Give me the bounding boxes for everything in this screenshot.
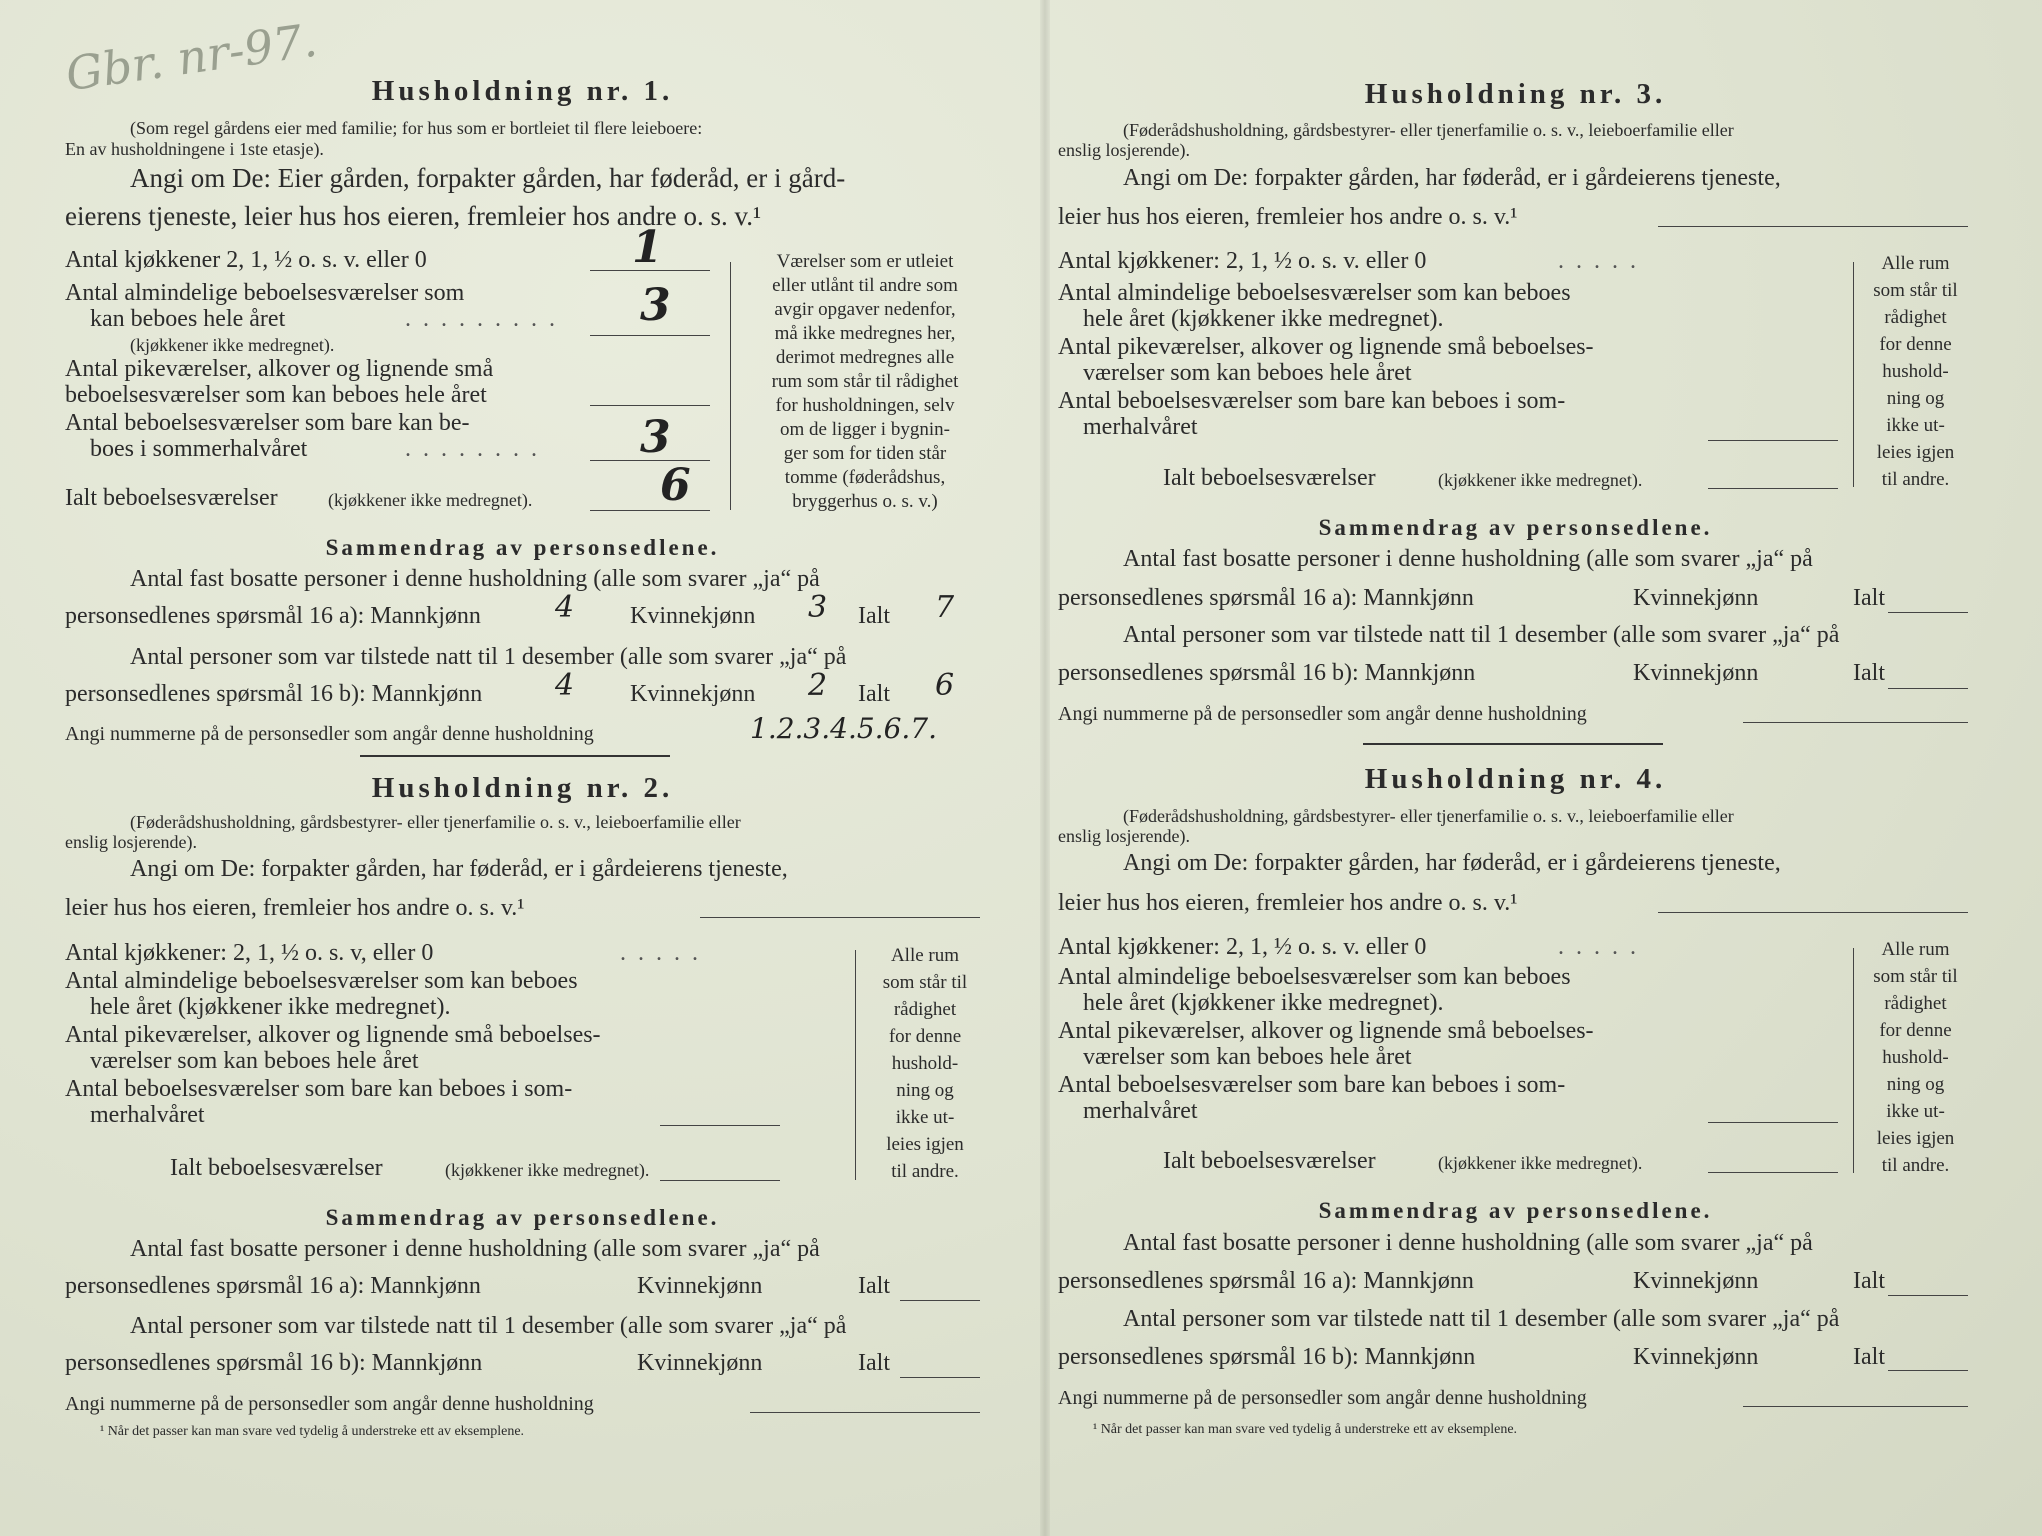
left-footnote: ¹ Når det passer kan man svare ved tydelig å understreke ett av eksemplene. — [100, 1424, 525, 1439]
household-3-title: Husholdning nr. 3. — [1364, 78, 1667, 110]
h3-angi-a: Angi om De: forpakter gården, har føderåd, er i gårdeierens tjeneste, — [1123, 165, 1781, 191]
h3-alm-b: hele året (kjøkkener ikke medregnet). — [1083, 306, 1444, 332]
h3-pike-a: Antal pikeværelser, alkover og lignende små beboelses- — [1058, 334, 1594, 360]
h4-kjokkener-label: Antal kjøkkener: 2, 1, ½ o. s. v. eller 0 — [1058, 934, 1427, 960]
h1-pike-line — [590, 405, 710, 406]
h4-sommer-a: Antal beboelsesværelser som bare kan beboes i som- — [1058, 1072, 1566, 1098]
h1-pike-b: beboelsesværelser som kan beboes hele året — [65, 382, 487, 408]
h1-separator — [360, 755, 670, 757]
h4-intro-a: (Føderådshusholdning, gårdsbestyrer- eller tjenerfamilie o. s. v., leieboerfamilie eller — [1123, 806, 1734, 826]
h1-fast-b: personsedlenes spørsmål 16 a): Mannkjønn — [65, 603, 481, 629]
h1-angi-a: Angi om De: Eier gården, forpakter gården, har føderåd, er i gård- — [130, 163, 846, 193]
h4-til-a: Antal personer som var tilstede natt til 1 desember (alle som svarer „ja“ på — [1123, 1306, 1840, 1332]
h2-side-note: Alle rum som står til rådighet for denne hushold- ning og ikke ut- leies igjen til andre. — [882, 945, 968, 1182]
h1-intro-a: (Som regel gårdens eier med familie; for hus som er bortleiet til flere leieboere: — [130, 118, 703, 138]
household-2-title: Husholdning nr. 2. — [371, 772, 674, 804]
h4-til-ialt-line — [1888, 1370, 1968, 1371]
h1-sommer-dots: . . . . . . . . — [405, 436, 540, 462]
h3-sommer-line — [1708, 440, 1838, 441]
h4-nummer-label: Angi nummerne på de personsedler som angår denne husholdning — [1058, 1387, 1587, 1409]
h1-fast-kvinne-label: Kvinnekjønn — [630, 603, 756, 629]
h3-angi-line — [1658, 226, 1968, 227]
h1-sommer-b: boes i sommerhalvåret — [90, 436, 308, 462]
h4-angi-line — [1658, 912, 1968, 913]
h4-kjokkener-dots: . . . . . — [1558, 934, 1639, 960]
h2-kjokkener-dots: . . . . . — [620, 940, 701, 966]
h1-summary-title: Sammendrag av personsedlene. — [325, 535, 720, 560]
h1-sommer-a: Antal beboelsesværelser som bare kan be- — [65, 410, 470, 436]
h4-intro-b: enslig losjerende). — [1058, 826, 1190, 846]
h2-ialt-line — [660, 1180, 780, 1181]
right-page — [1058, 0, 1973, 1536]
h1-til-ialt-value: 6 — [935, 668, 955, 703]
h4-angi-a: Angi om De: forpakter gården, har føderåd, er i gårdeierens tjeneste, — [1123, 850, 1781, 876]
h3-brace — [1853, 262, 1854, 487]
h3-kjokkener-dots: . . . . . — [1558, 248, 1639, 274]
h3-fast-kvinne-label: Kvinnekjønn — [1633, 585, 1759, 611]
h2-pike-b: værelser som kan beboes hele året — [90, 1048, 419, 1074]
h4-til-ialt-label: Ialt — [1853, 1344, 1885, 1370]
h4-ialt-line — [1708, 1172, 1838, 1173]
h4-alm-b: hele året (kjøkkener ikke medregnet). — [1083, 990, 1444, 1016]
h3-kjokkener-label: Antal kjøkkener: 2, 1, ½ o. s. v. eller 0 — [1058, 248, 1427, 274]
h1-sommer-line — [590, 460, 710, 461]
h2-nummer-label: Angi nummerne på de personsedler som angår denne husholdning — [65, 1393, 594, 1415]
h1-til-ialt-label: Ialt — [858, 681, 890, 707]
h4-angi-b: leier hus hos eieren, fremleier hos andre o. s. v.¹ — [1058, 890, 1518, 916]
h1-til-mann-value: 4 — [555, 668, 575, 703]
h3-til-b: personsedlenes spørsmål 16 b): Mannkjønn — [1058, 660, 1476, 686]
h1-kjokkener-label: Antal kjøkkener 2, 1, ½ o. s. v. eller 0 — [65, 247, 427, 273]
h2-angi-b: leier hus hos eieren, fremleier hos andre o. s. v.¹ — [65, 895, 525, 921]
h1-side-note: Værelser som er utleiet eller utlånt til andre som avgir opgaver nedenfor, må ikke medregnes her, derimot medregnes alle rum som står til rådighet for husholdningen, selv om de ligger i bygnin- ger som for tiden står tomme (føderådshus, bryggerhus o. s. v.) — [771, 251, 959, 512]
h4-fast-kvinne-label: Kvinnekjønn — [1633, 1268, 1759, 1294]
h2-til-b: personsedlenes spørsmål 16 b): Mannkjønn — [65, 1350, 483, 1376]
h1-alm-dots: . . . . . . . . . — [405, 306, 558, 332]
h1-ialt-line — [590, 510, 710, 511]
h3-nummer-label: Angi nummerne på de personsedler som angår denne husholdning — [1058, 703, 1587, 725]
page-fold — [1040, 0, 1050, 1536]
household-1-title: Husholdning nr. 1. — [371, 75, 674, 107]
h3-sommer-a: Antal beboelsesværelser som bare kan beboes i som- — [1058, 388, 1566, 414]
h2-til-ialt-label: Ialt — [858, 1350, 890, 1376]
h1-angi-b: eierens tjeneste, leier hus hos eieren, fremleier hos andre o. s. v.¹ — [65, 201, 762, 231]
h1-til-kvinne-value: 2 — [808, 668, 828, 703]
h2-fast-b: personsedlenes spørsmål 16 a): Mannkjønn — [65, 1273, 481, 1299]
h2-nummer-line — [750, 1412, 980, 1413]
h2-brace — [855, 950, 856, 1180]
h4-alm-a: Antal almindelige beboelsesværelser som kan beboes — [1058, 964, 1571, 990]
h1-til-b: personsedlenes spørsmål 16 b): Mannkjønn — [65, 681, 483, 707]
h2-ialt-label: Ialt beboelsesværelser — [170, 1155, 383, 1181]
h3-intro-b: enslig losjerende). — [1058, 140, 1190, 160]
h1-brace — [730, 262, 731, 510]
h2-intro-b: enslig losjerende). — [65, 832, 197, 852]
h2-til-kvinne-label: Kvinnekjønn — [637, 1350, 763, 1376]
h2-sommer-a: Antal beboelsesværelser som bare kan beboes i som- — [65, 1076, 573, 1102]
h2-fast-ialt-line — [900, 1300, 980, 1301]
h1-pike-a: Antal pikeværelser, alkover og lignende små — [65, 356, 494, 382]
h4-til-b: personsedlenes spørsmål 16 b): Mannkjønn — [1058, 1344, 1476, 1370]
handwritten-margin-note: Gbr. nr-97. — [62, 12, 321, 102]
h3-fast-ialt-label: Ialt — [1853, 585, 1885, 611]
h2-til-ialt-line — [900, 1377, 980, 1378]
h2-til-a: Antal personer som var tilstede natt til 1 desember (alle som svarer „ja“ på — [130, 1313, 847, 1339]
h1-nummer-label: Angi nummerne på de personsedler som angår denne husholdning — [65, 723, 594, 745]
h4-fast-ialt-line — [1888, 1295, 1968, 1296]
left-page — [60, 0, 985, 1536]
h4-sommer-b: merhalvåret — [1083, 1098, 1198, 1124]
h1-fast-ialt-label: Ialt — [858, 603, 890, 629]
h2-kjokkener-label: Antal kjøkkener: 2, 1, ½ o. s. v, eller 0 — [65, 940, 434, 966]
h3-angi-b: leier hus hos eieren, fremleier hos andre o. s. v.¹ — [1058, 204, 1518, 230]
h4-side-note: Alle rum som står til rådighet for denne hushold- ning og ikke ut- leies igjen til andre. — [1873, 939, 1958, 1176]
h4-summary-title: Sammendrag av personsedlene. — [1318, 1198, 1713, 1223]
h4-nummer-line — [1743, 1406, 1968, 1407]
h3-ialt-note: (kjøkkener ikke medregnet). — [1438, 470, 1643, 490]
h3-summary-title: Sammendrag av personsedlene. — [1318, 515, 1713, 540]
h3-alm-a: Antal almindelige beboelsesværelser som kan beboes — [1058, 280, 1571, 306]
h3-til-ialt-label: Ialt — [1853, 660, 1885, 686]
h3-til-ialt-line — [1888, 688, 1968, 689]
h1-nummer-value: 1.2.3.4.5.6.7. — [750, 712, 938, 745]
h3-nummer-line — [1743, 722, 1968, 723]
h3-fast-b: personsedlenes spørsmål 16 a): Mannkjønn — [1058, 585, 1474, 611]
h2-intro-a: (Føderådshusholdning, gårdsbestyrer- eller tjenerfamilie o. s. v., leieboerfamilie eller — [130, 812, 741, 832]
h4-fast-a: Antal fast bosatte personer i denne husholdning (alle som svarer „ja“ på — [1123, 1230, 1813, 1256]
h1-sommer-value: 3 — [640, 412, 671, 463]
h3-pike-b: værelser som kan beboes hele året — [1083, 360, 1412, 386]
h1-til-a: Antal personer som var tilstede natt til 1 desember (alle som svarer „ja“ på — [130, 644, 847, 670]
h1-alm-line — [590, 335, 710, 336]
h1-fast-kvinne-value: 3 — [808, 590, 828, 625]
h2-fast-a: Antal fast bosatte personer i denne husholdning (alle som svarer „ja“ på — [130, 1236, 820, 1262]
h3-ialt-line — [1708, 488, 1838, 489]
h4-pike-b: værelser som kan beboes hele året — [1083, 1044, 1412, 1070]
h3-til-kvinne-label: Kvinnekjønn — [1633, 660, 1759, 686]
h1-fast-ialt-value: 7 — [935, 590, 955, 625]
h2-alm-a: Antal almindelige beboelsesværelser som kan beboes — [65, 968, 578, 994]
h3-sommer-b: merhalvåret — [1083, 414, 1198, 440]
h4-pike-a: Antal pikeværelser, alkover og lignende små beboelses- — [1058, 1018, 1594, 1044]
h2-sommer-line — [660, 1125, 780, 1126]
h4-fast-b: personsedlenes spørsmål 16 a): Mannkjønn — [1058, 1268, 1474, 1294]
h3-ialt-label: Ialt beboelsesværelser — [1163, 465, 1376, 491]
h4-sommer-line — [1708, 1122, 1838, 1123]
h4-ialt-note: (kjøkkener ikke medregnet). — [1438, 1153, 1643, 1173]
h1-ialt-note: (kjøkkener ikke medregnet). — [328, 490, 533, 510]
h3-til-a: Antal personer som var tilstede natt til 1 desember (alle som svarer „ja“ på — [1123, 622, 1840, 648]
h1-ialt-label: Ialt beboelsesværelser — [65, 485, 278, 511]
h2-angi-a: Angi om De: forpakter gården, har føderåd, er i gårdeierens tjeneste, — [130, 856, 788, 882]
h4-fast-ialt-label: Ialt — [1853, 1268, 1885, 1294]
h2-alm-b: hele året (kjøkkener ikke medregnet). — [90, 994, 451, 1020]
h1-til-kvinne-label: Kvinnekjønn — [630, 681, 756, 707]
h4-ialt-label: Ialt beboelsesværelser — [1163, 1148, 1376, 1174]
h1-alm-c: (kjøkkener ikke medregnet). — [130, 335, 335, 355]
h3-side-note: Alle rum som står til rådighet for denne hushold- ning og ikke ut- leies igjen til andre. — [1873, 253, 1958, 490]
h2-pike-a: Antal pikeværelser, alkover og lignende små beboelses- — [65, 1022, 601, 1048]
h1-alm-a: Antal almindelige beboelsesværelser som — [65, 280, 465, 306]
h2-sommer-b: merhalvåret — [90, 1102, 205, 1128]
h1-alm-value: 3 — [640, 280, 671, 331]
h1-fast-mann-value: 4 — [555, 590, 575, 625]
h2-angi-line — [700, 917, 980, 918]
right-footnote: ¹ Når det passer kan man svare ved tydelig å understreke ett av eksemplene. — [1093, 1422, 1518, 1437]
h2-ialt-note: (kjøkkener ikke medregnet). — [445, 1160, 650, 1180]
h2-fast-ialt-label: Ialt — [858, 1273, 890, 1299]
h3-intro-a: (Føderådshusholdning, gårdsbestyrer- eller tjenerfamilie o. s. v., leieboerfamilie eller — [1123, 120, 1734, 140]
h1-ialt-value: 6 — [660, 460, 691, 511]
h1-fast-a: Antal fast bosatte personer i denne husholdning (alle som svarer „ja“ på — [130, 566, 820, 592]
h2-summary-title: Sammendrag av personsedlene. — [325, 1205, 720, 1230]
h4-til-kvinne-label: Kvinnekjønn — [1633, 1344, 1759, 1370]
h3-separator — [1363, 743, 1663, 745]
h1-alm-b: kan beboes hele året — [90, 306, 286, 332]
h1-kjokkener-value: 1 — [632, 222, 663, 273]
h3-fast-ialt-line — [1888, 612, 1968, 613]
h1-intro-b: En av husholdningene i 1ste etasje). — [65, 139, 324, 159]
household-4-title: Husholdning nr. 4. — [1364, 763, 1667, 795]
h3-fast-a: Antal fast bosatte personer i denne husholdning (alle som svarer „ja“ på — [1123, 546, 1813, 572]
h2-fast-kvinne-label: Kvinnekjønn — [637, 1273, 763, 1299]
h4-brace — [1853, 948, 1854, 1173]
